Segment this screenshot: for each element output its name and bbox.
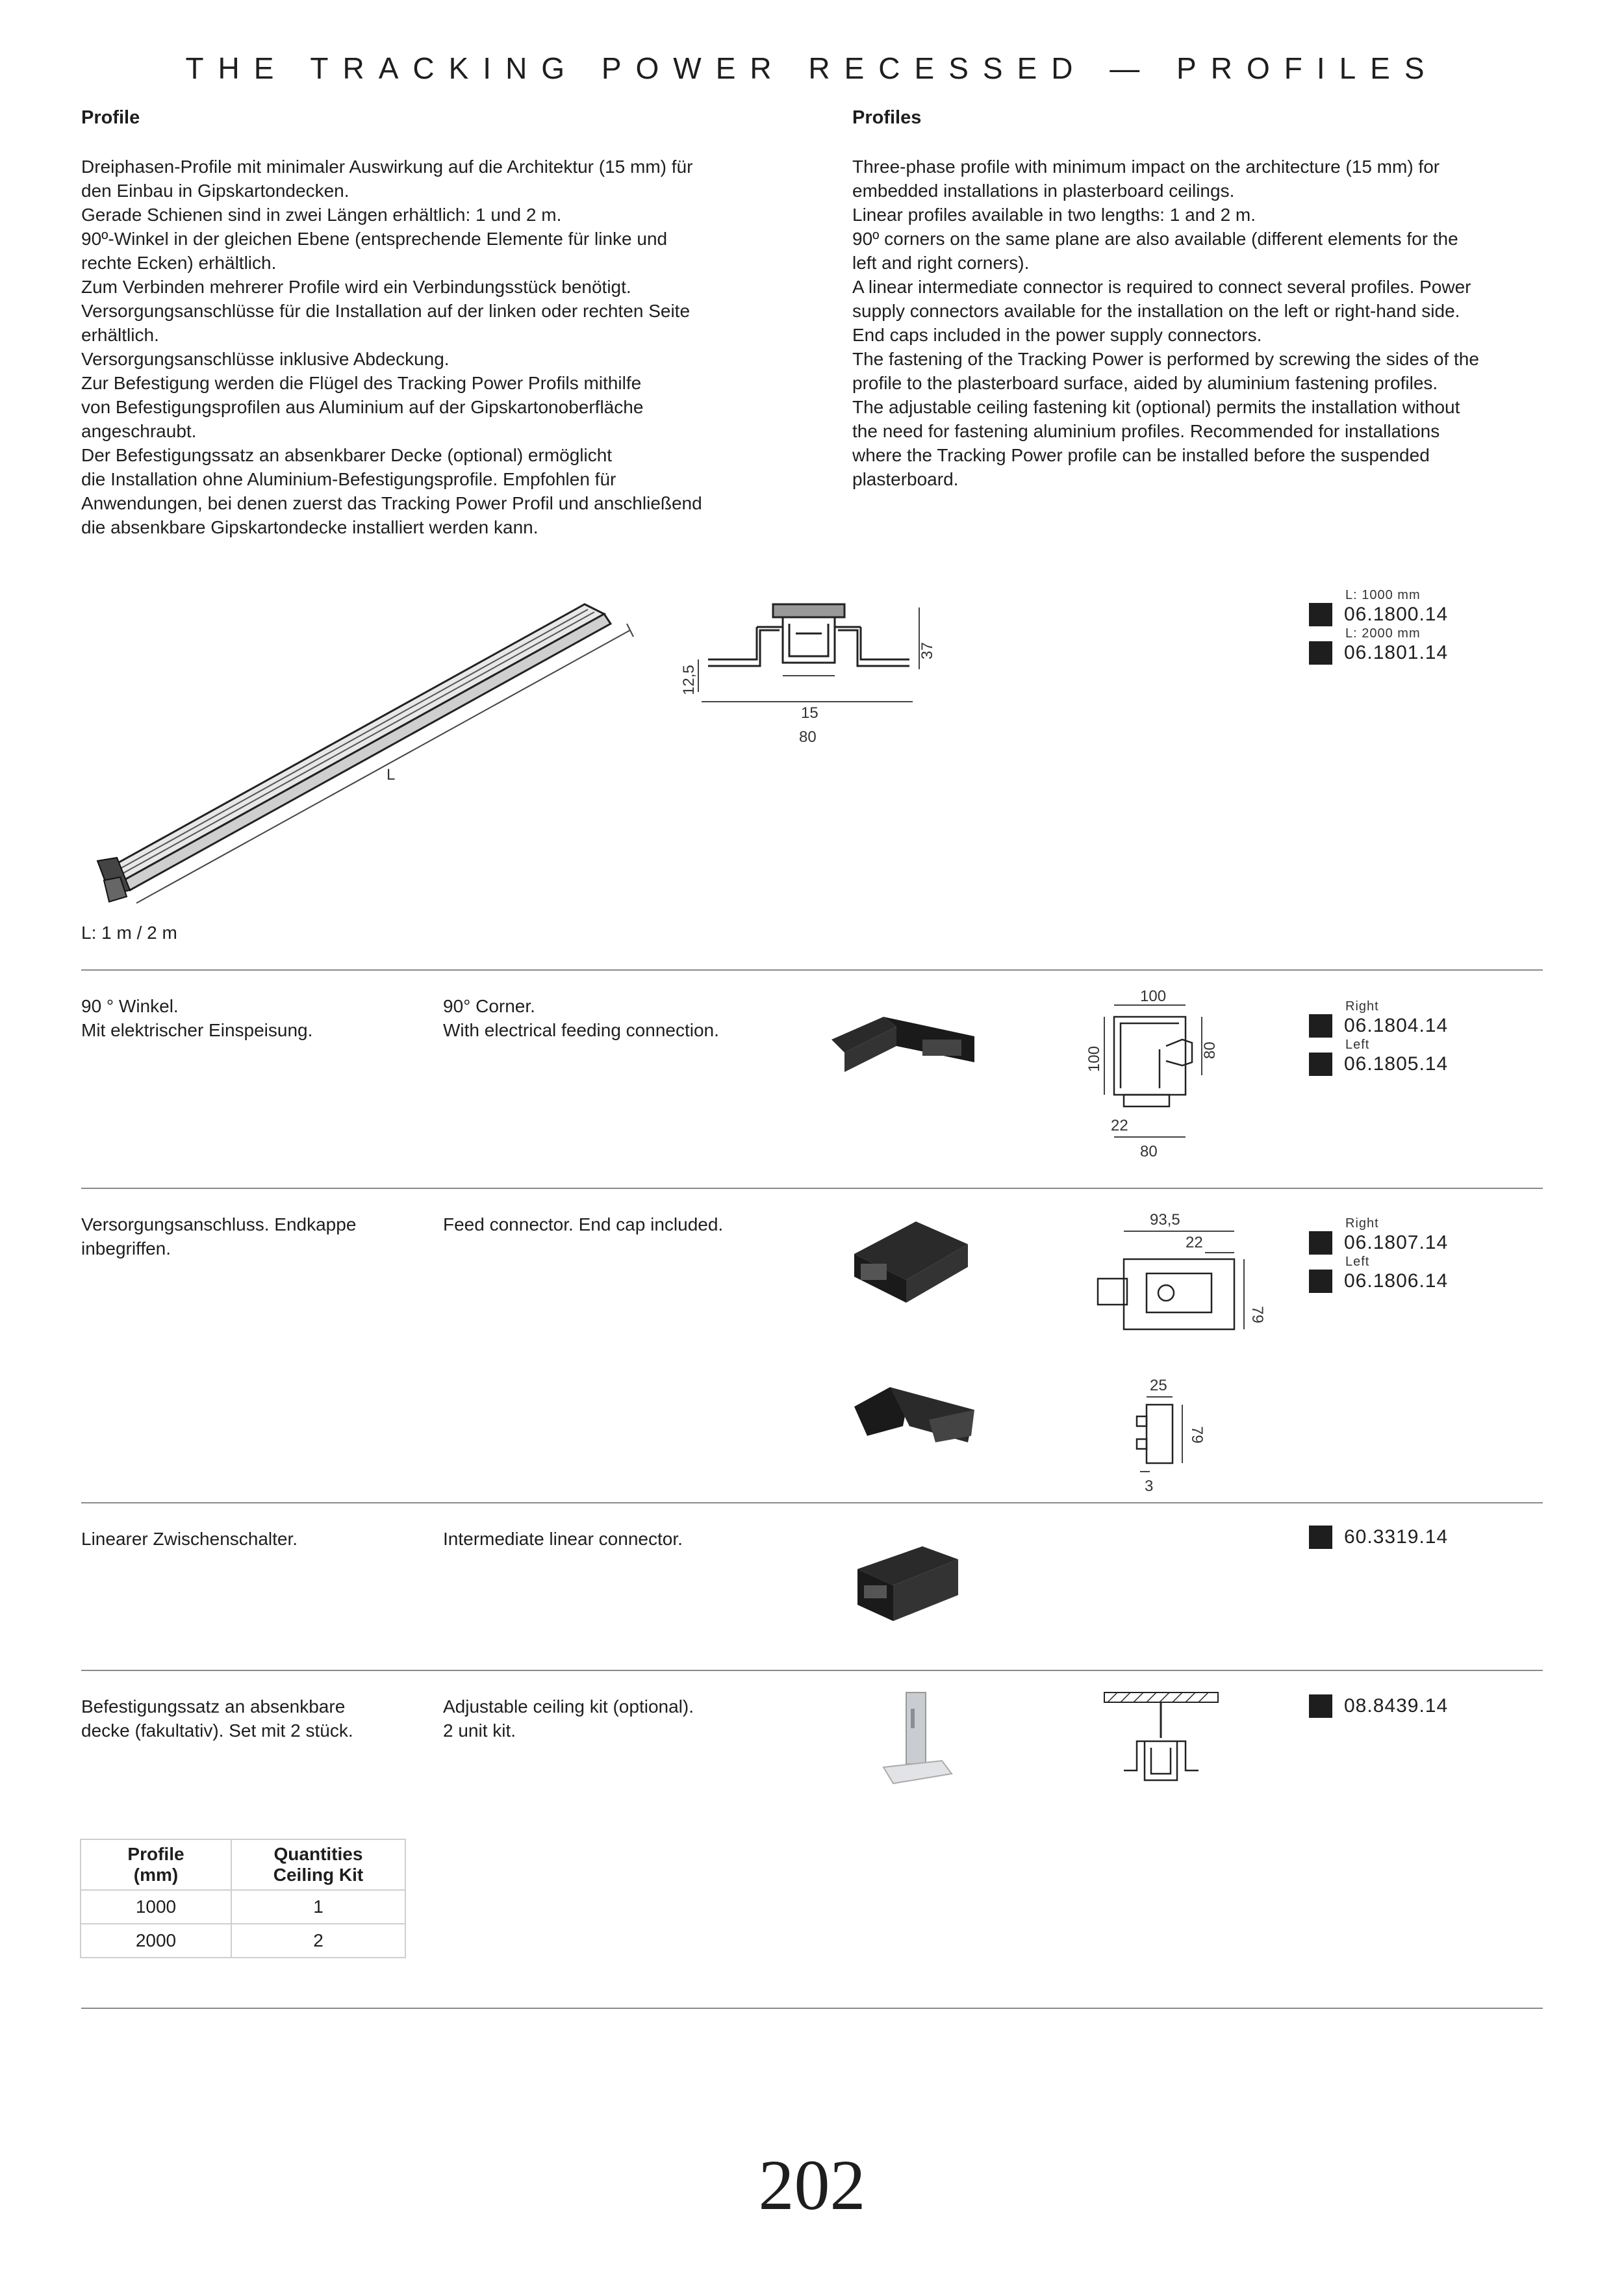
intro-line: Der Befestigungssatz an absenkbarer Decke (optional) ermöglicht	[81, 445, 613, 465]
header-line: Ceiling Kit	[273, 1865, 364, 1885]
dimension-lines	[1124, 1231, 1244, 1329]
intro-line: die absenkbare Gipskartondecke installiert werden kann.	[81, 517, 539, 537]
code-label: Right	[1345, 999, 1379, 1014]
color-swatch	[1309, 1526, 1332, 1549]
code-label: Right	[1345, 1216, 1379, 1231]
intro-line: Anwendungen, bei denen zuerst das Tracking Power Profil und anschließend	[81, 493, 702, 513]
product-code: 06.1801.14	[1344, 642, 1449, 663]
intro-line: Zur Befestigung werden die Flügel des Tracking Power Profils mithilfe	[81, 373, 642, 393]
table-row	[81, 1890, 405, 1924]
color-swatch	[1309, 1270, 1332, 1293]
intro-line: A linear intermediate connector is required to connect several profiles. Power	[852, 277, 1471, 297]
table-row	[81, 1924, 405, 1958]
color-swatch	[1309, 603, 1332, 626]
product-code: 06.1807.14	[1344, 1232, 1449, 1253]
product-code: 06.1800.14	[1344, 604, 1449, 625]
intro-heading-en: Profiles	[852, 107, 922, 128]
dim-height-right: 37	[919, 642, 936, 659]
intro-heading-de: Profile	[81, 107, 140, 128]
code-row	[1309, 603, 1448, 626]
intro-text-en	[852, 155, 1479, 491]
code-row	[1309, 1526, 1448, 1549]
desc-line: Mit elektrischer Einspeisung.	[81, 1020, 313, 1040]
code-row	[1309, 1270, 1448, 1293]
code-row	[1309, 1694, 1448, 1718]
product-code: 06.1805.14	[1344, 1053, 1449, 1075]
intro-line: Dreiphasen-Profile mit minimaler Auswirkung auf die Architektur (15 mm) für	[81, 157, 693, 177]
profile-rail-illustration	[91, 585, 650, 910]
table-cell: 2	[231, 1924, 405, 1958]
code-label: Left	[1345, 1038, 1370, 1052]
desc-line: Befestigungssatz an absenkbare	[81, 1696, 346, 1717]
table-cell: 1000	[81, 1890, 231, 1924]
divider	[81, 1670, 1543, 1671]
profile-codes	[1309, 588, 1448, 665]
divider	[81, 969, 1543, 971]
corner-connector-image	[825, 1001, 981, 1085]
desc-line: decke (fakultativ). Set mit 2 stück.	[81, 1720, 353, 1741]
dim-bottom: 80	[1140, 1143, 1158, 1160]
product-code: 06.1806.14	[1344, 1270, 1449, 1292]
ceiling-kit-quantities-table	[80, 1839, 406, 1958]
divider	[81, 1502, 1543, 1503]
corner-connector-shape	[831, 1017, 974, 1072]
intro-line: Zum Verbinden mehrerer Profile wird ein Verbindungsstück benötigt.	[81, 277, 631, 297]
divider	[81, 2008, 1543, 2009]
table-cell: 1	[231, 1890, 405, 1924]
dim-right: 80	[1201, 1041, 1219, 1059]
product-desc-en	[443, 1527, 683, 1551]
dim-cap-right: 79	[1188, 1426, 1206, 1444]
table-header	[81, 1839, 231, 1890]
feed-dimension-drawing	[1085, 1208, 1266, 1338]
intro-text-de	[81, 155, 702, 539]
intro-line: Versorgungsanschlüsse für die Installation auf der linken oder rechten Seite	[81, 301, 691, 321]
desc-line: With electrical feeding connection.	[443, 1020, 719, 1040]
dim-height-left: 12,5	[680, 665, 698, 695]
color-swatch	[1309, 1014, 1332, 1038]
dim-top: 100	[1140, 988, 1167, 1005]
feed-outline	[1098, 1259, 1234, 1329]
product-desc-de	[81, 1694, 353, 1743]
intro-line: 90º-Winkel in der gleichen Ebene (entsprechende Elemente für linke und	[81, 229, 668, 249]
divider	[81, 1188, 1543, 1189]
product-desc-de	[81, 1212, 356, 1260]
code-label: Left	[1345, 1255, 1370, 1269]
table-cell: 2000	[81, 1924, 231, 1958]
intro-line: den Einbau in Gipskartondecken.	[81, 181, 349, 201]
desc-line: Versorgungsanschluss. Endkappe	[81, 1214, 357, 1234]
color-swatch	[1309, 1694, 1332, 1718]
dim-inner: 22	[1186, 1234, 1203, 1251]
code-row	[1309, 1014, 1448, 1038]
color-swatch	[1309, 641, 1332, 665]
product-code: 60.3319.14	[1344, 1526, 1449, 1548]
intro-line: left and right corners).	[852, 253, 1030, 273]
code-row	[1309, 641, 1448, 665]
desc-line: inbegriffen.	[81, 1238, 171, 1258]
ceiling-kit-drawing	[1098, 1689, 1228, 1800]
product-code: 08.8439.14	[1344, 1695, 1449, 1717]
corner-dimension-drawing	[1085, 988, 1241, 1166]
code-label: L: 1000 mm	[1345, 588, 1421, 602]
product-desc-de	[81, 1527, 298, 1551]
feed-codes	[1309, 1216, 1448, 1293]
ceiling-kit-outline	[1104, 1693, 1218, 1780]
desc-line: 2 unit kit.	[443, 1720, 516, 1741]
intro-line: Linear profiles available in two lengths: 1 and 2 m.	[852, 205, 1256, 225]
dim-cap-top: 25	[1150, 1377, 1167, 1394]
intro-line: supply connectors available for the installation on the left or right-hand side.	[852, 301, 1460, 321]
code-row	[1309, 1231, 1448, 1255]
page-number: 202	[758, 2145, 866, 2225]
desc-line: Adjustable ceiling kit (optional).	[443, 1696, 694, 1717]
end-cap-image	[844, 1374, 987, 1465]
ceiling-kit-codes	[1309, 1694, 1448, 1718]
desc-line: 90 ° Winkel.	[81, 996, 179, 1016]
dimension-lines	[698, 607, 919, 702]
profile-section-drawing	[676, 598, 935, 754]
header-line: (mm)	[133, 1865, 179, 1885]
product-code: 06.1804.14	[1344, 1015, 1449, 1036]
product-desc-en	[443, 1694, 694, 1743]
linear-connector-shape	[857, 1546, 958, 1621]
color-swatch	[1309, 1053, 1332, 1076]
product-desc-en	[443, 1212, 723, 1236]
product-desc-en	[443, 994, 719, 1042]
code-label: L: 2000 mm	[1345, 626, 1421, 641]
intro-line: The fastening of the Tracking Power is performed by screwing the sides of the	[852, 349, 1479, 369]
desc-line: Intermediate linear connector.	[443, 1529, 683, 1549]
intro-line: profile to the plasterboard surface, aided by aluminium fastening profiles.	[852, 373, 1438, 393]
ceiling-kit-image	[870, 1689, 961, 1793]
end-cap-dimension-drawing	[1117, 1364, 1208, 1501]
feed-connector-image	[844, 1208, 987, 1312]
header-line: Quantities	[273, 1844, 363, 1864]
dim-left: 100	[1085, 1045, 1103, 1072]
intro-line: where the Tracking Power profile can be installed before the suspended	[852, 445, 1430, 465]
corner-codes	[1309, 999, 1448, 1076]
feed-connector-shape	[854, 1221, 968, 1303]
desc-line: 90° Corner.	[443, 996, 535, 1016]
product-desc-de	[81, 994, 312, 1042]
end-cap-shape	[854, 1387, 974, 1442]
color-swatch	[1309, 1231, 1332, 1255]
end-cap-outline	[1137, 1405, 1173, 1463]
page-title: THE TRACKING POWER RECESSED — PROFILES	[185, 51, 1439, 85]
dim-width-outer: 80	[799, 728, 817, 746]
linear-codes	[1309, 1526, 1448, 1549]
intro-line: Gerade Schienen sind in zwei Längen erhältlich: 1 und 2 m.	[81, 205, 562, 225]
corner-outline	[1114, 1017, 1192, 1106]
header-line: Profile	[127, 1844, 184, 1864]
intro-line: embedded installations in plasterboard ceilings.	[852, 181, 1235, 201]
linear-connector-image	[844, 1540, 974, 1631]
intro-line: plasterboard.	[852, 469, 959, 489]
profile-section-shape	[708, 604, 909, 666]
dim-top: 93,5	[1150, 1211, 1180, 1229]
dim-width-inner: 15	[801, 704, 818, 722]
desc-line: Feed connector. End cap included.	[443, 1214, 724, 1234]
dim-bottom-inner: 22	[1111, 1117, 1128, 1134]
table-header	[231, 1839, 405, 1890]
intro-line: die Installation ohne Aluminium-Befestigungsprofile. Empfohlen für	[81, 469, 616, 489]
intro-line: von Befestigungsprofilen aus Aluminium auf der Gipskartonoberfläche	[81, 397, 644, 417]
intro-line: Three-phase profile with minimum impact on the architecture (15 mm) for	[852, 157, 1440, 177]
profile-rail-drawing	[97, 604, 633, 903]
intro-line: erhältlich.	[81, 325, 159, 345]
dim-right: 79	[1249, 1306, 1266, 1323]
intro-line: 90º corners on the same plane are also available (different elements for the	[852, 229, 1458, 249]
intro-line: angeschraubt.	[81, 421, 197, 441]
desc-line: Linearer Zwischenschalter.	[81, 1529, 298, 1549]
ceiling-kit-shape	[883, 1693, 952, 1783]
length-letter: L	[387, 766, 396, 784]
intro-line: rechte Ecken) erhältlich.	[81, 253, 277, 273]
length-caption: L: 1 m / 2 m	[81, 923, 177, 943]
intro-line: The adjustable ceiling fastening kit (optional) permits the installation without	[852, 397, 1460, 417]
intro-line: End caps included in the power supply connectors.	[852, 325, 1262, 345]
intro-line: the need for fastening aluminium profiles. Recommended for installations	[852, 421, 1440, 441]
dim-cap-bottom: 3	[1145, 1477, 1154, 1495]
code-row	[1309, 1053, 1448, 1076]
intro-line: Versorgungsanschlüsse inklusive Abdeckung.	[81, 349, 450, 369]
